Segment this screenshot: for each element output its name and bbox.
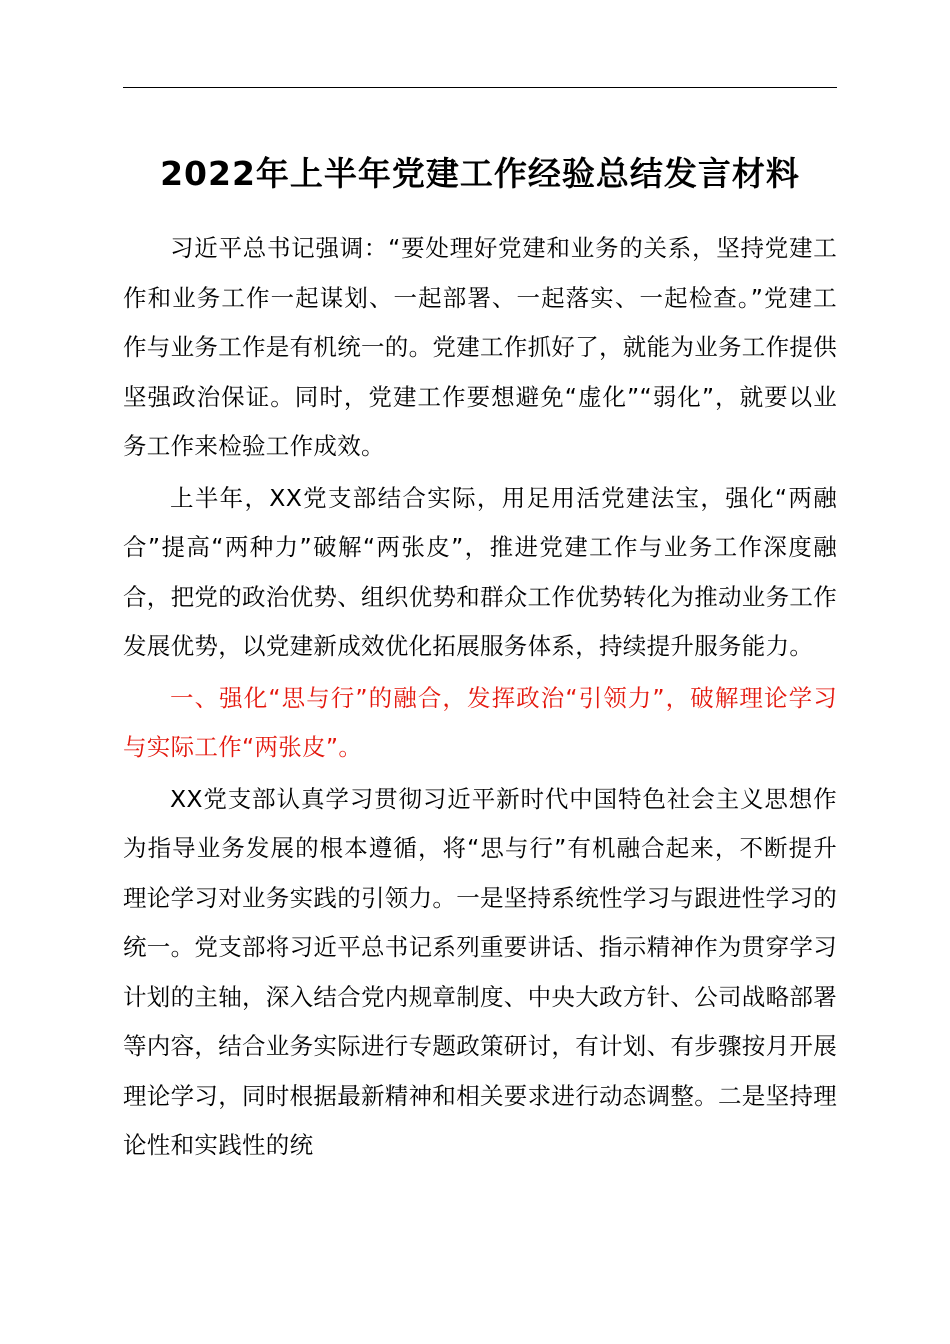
- header-rule: [123, 87, 837, 88]
- paragraph-section-1: XX党支部认真学习贯彻习近平新时代中国特色社会主义思想作为指导业务发展的根本遵循，将“思与行”有机融合起来，不断提升理论学习对业务实践的引领力。一是坚持系统性学习与跟进性学习的统一。党支部将习近平总书记系列重要讲话、指示精神作为贯穿学习计划的主轴，深入结合党内规章制度、中央大政方针、公司战略部署等内容，结合业务实际进行专题政策研讨，有计划、有步骤按月开展理论学习，同时根据最新精神和相关要求进行动态调整。二是坚持理论性和实践性的统: [123, 784, 837, 1159]
- paragraph-intro: 习近平总书记强调：“要处理好党建和业务的关系，坚持党建工作和业务工作一起谋划、一起部署、一起落实、一起检查。”党建工作与业务工作是有机统一的。党建工作抓好了，就能为业务工作提供坚强政治保证。同时，党建工作要想避免“虚化”“弱化”，就要以业务工作来检验工作成效。: [123, 234, 837, 460]
- document-body: [123, 224, 837, 1171]
- paragraph-summary: 上半年，XX党支部结合实际，用足用活党建法宝，强化“两融合”提高“两种力”破解“两张皮”，推进党建工作与业务工作深度融合，把党的政治优势、组织优势和群众工作优势转化为推动业务工作发展优势，以党建新成效优化拓展服务体系，持续提升服务能力。: [123, 483, 837, 660]
- document-title: 2022年上半年党建工作经验总结发言材料: [160, 154, 800, 193]
- section-heading-1: 一、强化“思与行”的融合，发挥政治“引领力”，破解理论学习与实际工作“两张皮”。: [123, 683, 837, 761]
